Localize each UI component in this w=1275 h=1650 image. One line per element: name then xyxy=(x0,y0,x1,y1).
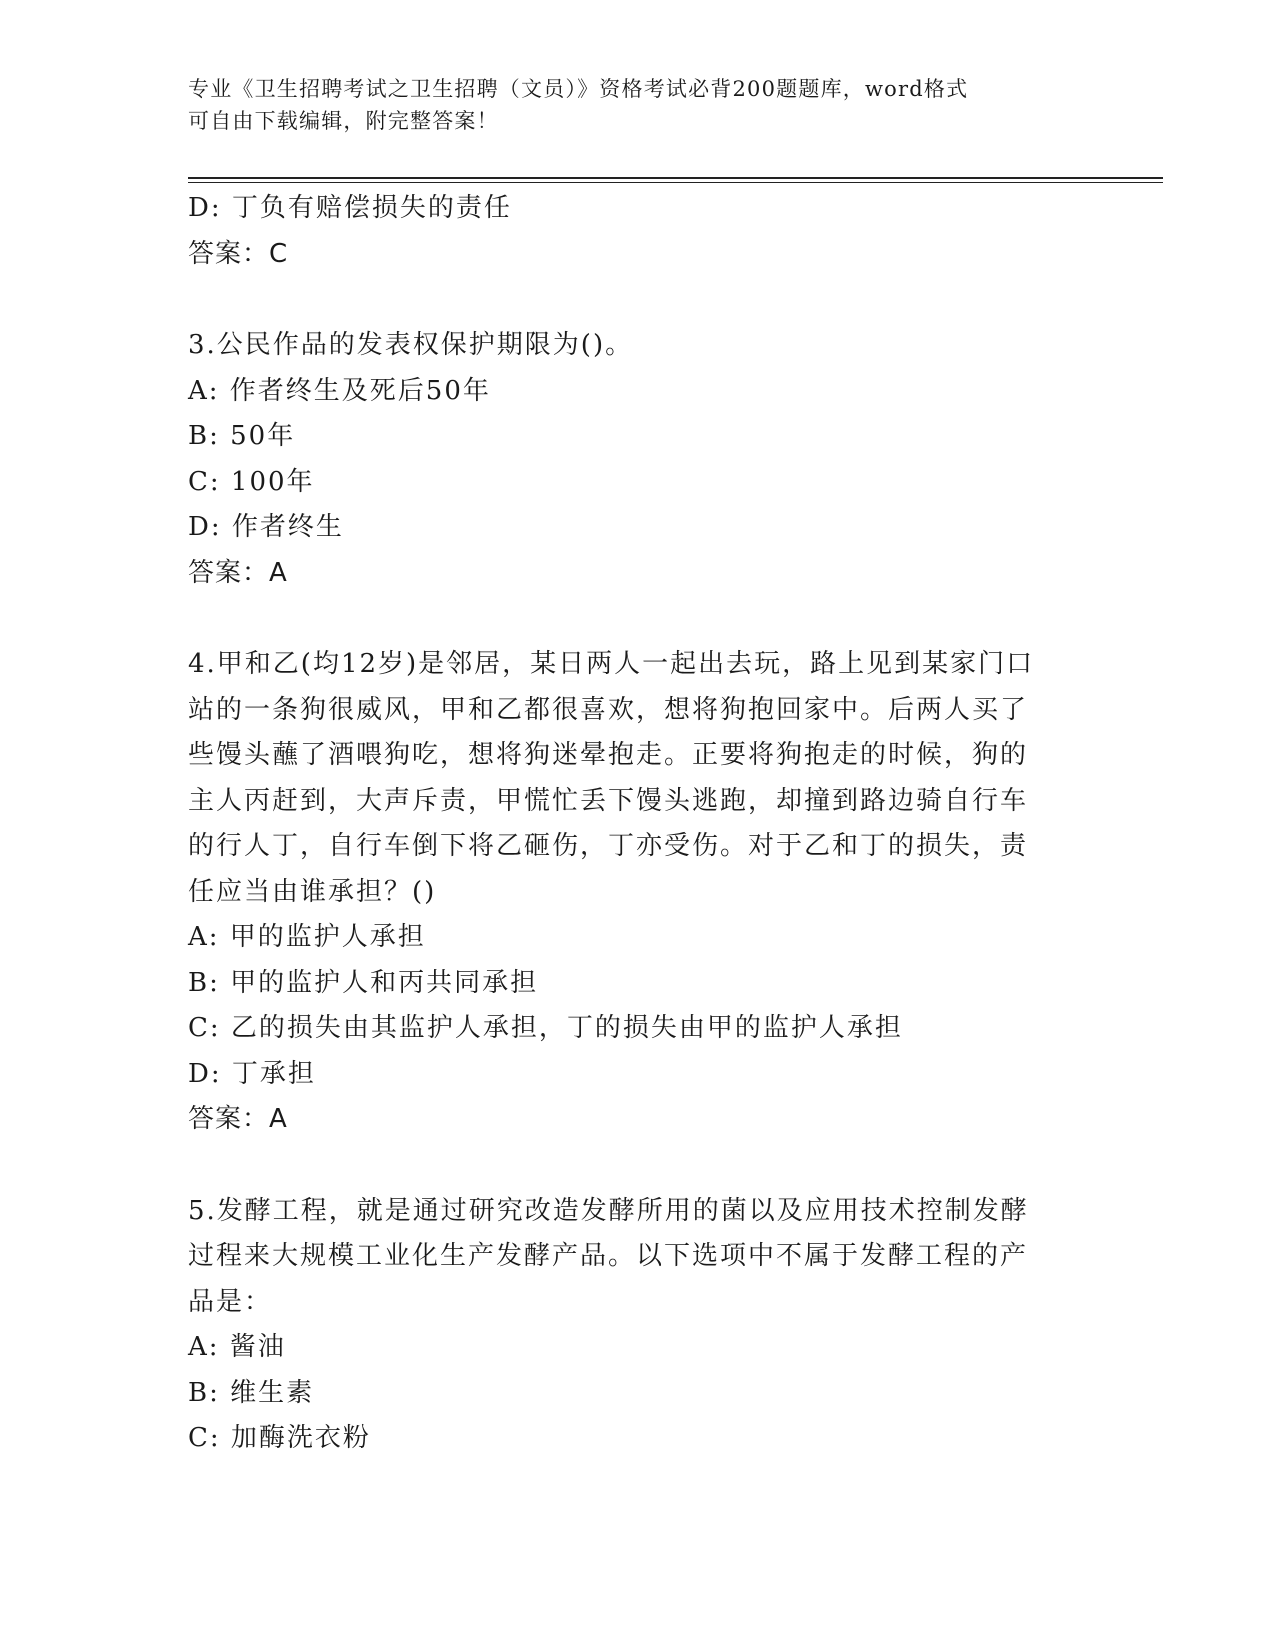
question-4 xyxy=(188,642,1088,1143)
question-stem-line: 4.甲和乙(均12岁)是邻居，某日两人一起出去玩，路上见到某家门口 xyxy=(188,649,1035,679)
option-c: C: 加酶洗衣粉 xyxy=(188,1423,371,1453)
question-stem-line: 过程来大规模工业化生产发酵产品。以下选项中不属于发酵工程的产 xyxy=(188,1241,1029,1271)
question-stem-line: 的行人丁，自行车倒下将乙砸伤，丁亦受伤。对于乙和丁的损失，责 xyxy=(188,831,1029,861)
option-a: A: 酱油 xyxy=(188,1332,286,1362)
option-c: C: 乙的损失由其监护人承担，丁的损失由甲的监护人承担 xyxy=(188,1013,903,1043)
question-3 xyxy=(188,323,1088,596)
question-list xyxy=(188,186,1088,1462)
question-stem-line: 5.发酵工程，就是通过研究改造发酵所用的菌以及应用技术控制发酵 xyxy=(188,1195,1029,1226)
question-5 xyxy=(188,1189,1088,1462)
question-stem-line: 些馒头蘸了酒喂狗吃，想将狗迷晕抱走。正要将狗抱走的时候，狗的 xyxy=(188,740,1029,770)
option-b: B: 维生素 xyxy=(188,1377,315,1408)
option-d: D: 丁负有赔偿损失的责任 xyxy=(188,193,512,223)
option-c: C: 100年 xyxy=(188,466,315,497)
header-rule-thin xyxy=(188,182,1163,183)
option-a: A: 作者终生及死后50年 xyxy=(188,375,491,406)
spacer xyxy=(188,277,1088,323)
option-b: B: 50年 xyxy=(188,421,296,451)
answer: 答案：A xyxy=(188,1104,288,1134)
option-d: D: 丁承担 xyxy=(188,1058,316,1089)
option-b: B: 甲的监护人和丙共同承担 xyxy=(188,967,539,998)
spacer xyxy=(188,596,1088,642)
header-rule-thick xyxy=(188,177,1163,179)
answer: 答案：A xyxy=(188,557,288,588)
header-line-2: 可自由下载编辑，附完整答案！ xyxy=(188,109,499,133)
question-stem-line: 站的一条狗很威风，甲和乙都很喜欢，想将狗抱回家中。后两人买了 xyxy=(188,694,1029,725)
page-header xyxy=(188,73,1068,137)
question-stem: 3.公民作品的发表权保护期限为()。 xyxy=(188,330,634,360)
question-stem-line: 任应当由谁承担？() xyxy=(188,876,437,907)
option-d: D: 作者终生 xyxy=(188,512,344,542)
option-a: A: 甲的监护人承担 xyxy=(188,922,426,952)
question-stem-line: 主人丙赶到，大声斥责，甲慌忙丢下馒头逃跑，却撞到路边骑自行车 xyxy=(188,785,1029,816)
question-2 xyxy=(188,186,1088,277)
question-stem-line: 品是： xyxy=(188,1286,273,1317)
answer: 答案：C xyxy=(188,238,289,269)
header-line-1: 专业《卫生招聘考试之卫生招聘（文员）》资格考试必背200题题库，word格式 xyxy=(188,77,969,101)
spacer xyxy=(188,1143,1088,1189)
